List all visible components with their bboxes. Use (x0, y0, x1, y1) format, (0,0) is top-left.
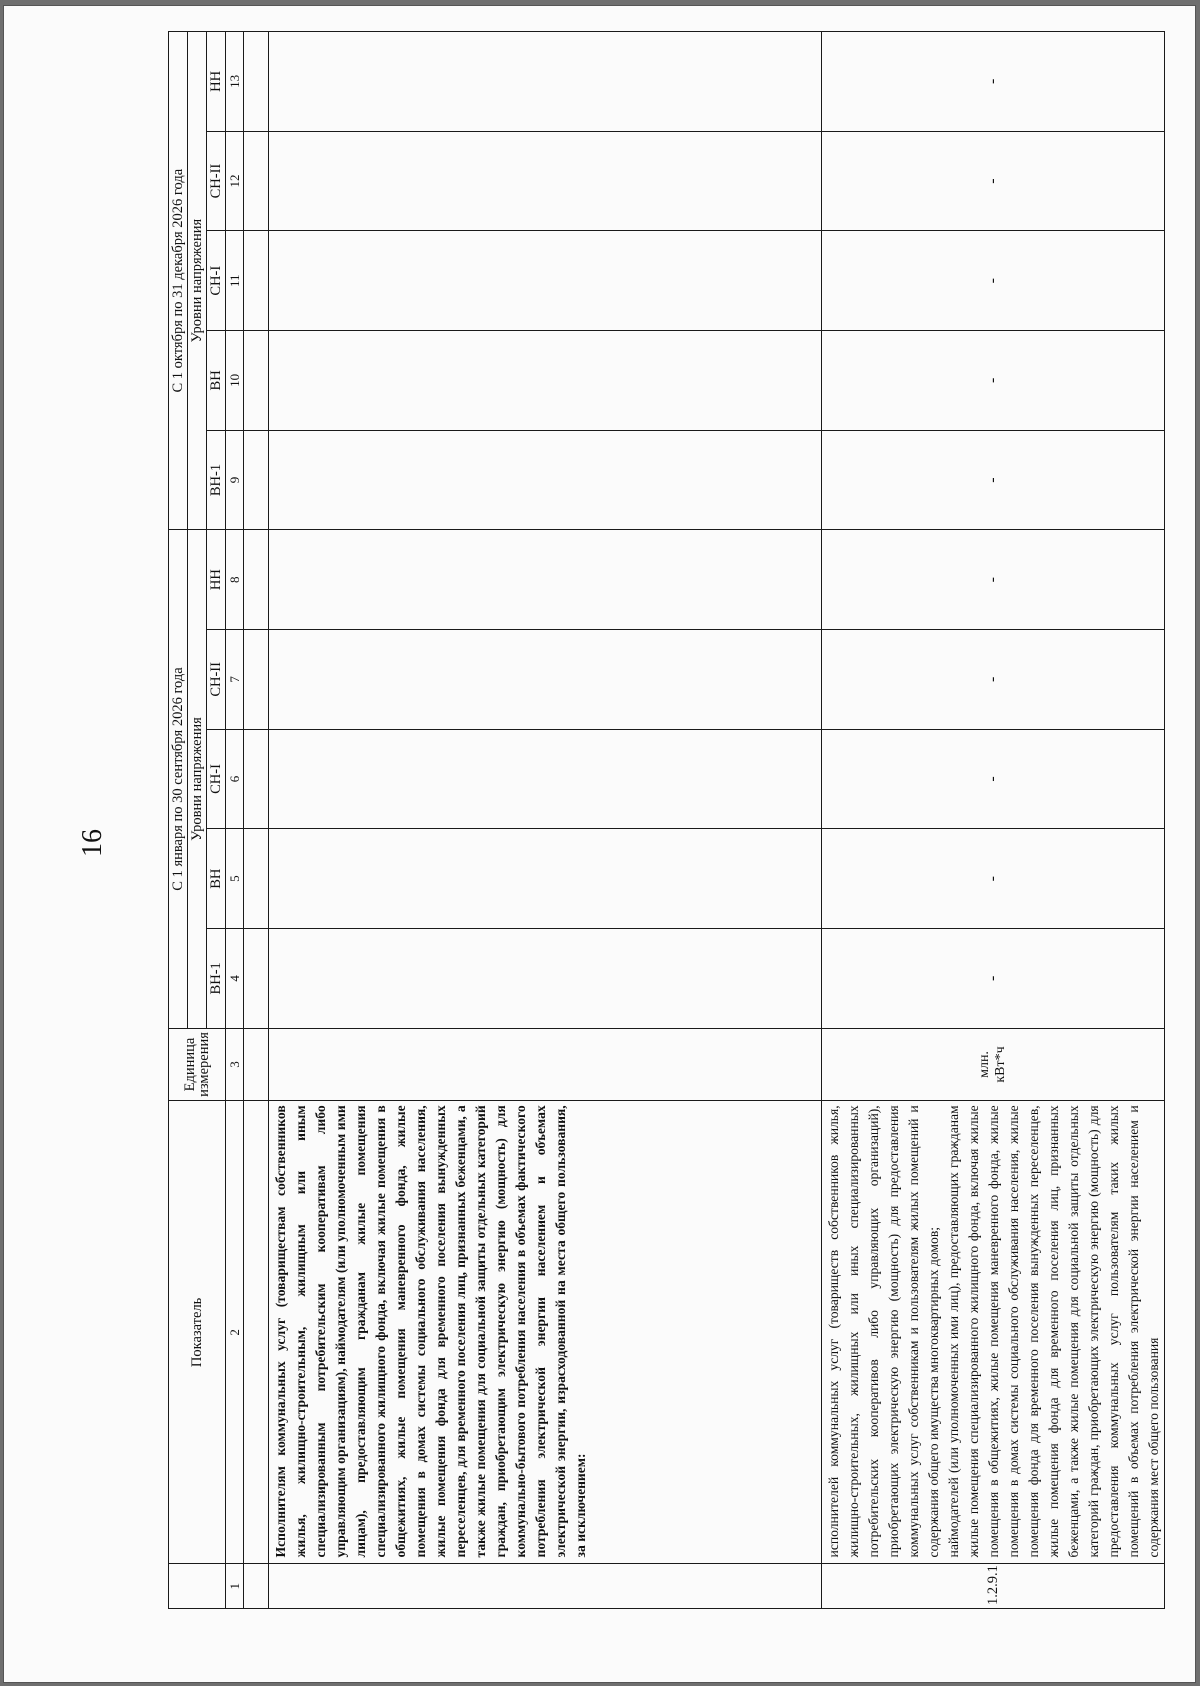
document-page (3, 5, 1196, 1683)
column-numbers-row (226, 32, 244, 1609)
level-sn2: СН-II (207, 131, 226, 231)
level-sn2: СН-II (207, 630, 226, 730)
column-number: 10 (226, 331, 244, 431)
value-cell (269, 829, 822, 929)
value-cell (269, 331, 822, 431)
value-cell (269, 231, 822, 331)
value-cell: - (822, 829, 1165, 929)
level-vn1: ВН-1 (207, 430, 226, 530)
header-period-1: С 1 января по 30 сентября 2026 года (169, 530, 188, 1028)
level-vn1: ВН-1 (207, 928, 226, 1028)
value-cell: - (822, 729, 1165, 829)
value-cell: - (822, 32, 1165, 132)
table-row (822, 32, 1165, 1609)
level-nn: НН (207, 530, 226, 630)
value-cell (269, 530, 822, 630)
value-cell (269, 32, 822, 132)
row-description: Исполнителям коммунальных услуг (товариществам собственников жилья, жилищно-строительным, жилищным или иным специализированным потребительским кооперативам либо управляющим организациям), наймодателям (или уполномоченным ими лицам), предоставляющим гражданам жилые помещения специализированного жилищного фонда, включая жилые помещения в общежитиях, жилые помещения маневренного фонда, жилые помещения в домах системы социального обслуживания населения, жилые помещения фонда для временного поселения вынужденных переселенцев, для временного поселения лиц, признанных беженцами, а также жилые помещения для социальной защиты отдельных категорий граждан, приобретающим электрическую энергию (мощность) для коммунально-бытового потребления населения в объемах фактического потребления электрической энергии населением и объемах электрической энергии, израсходованной на места общего пользования, за исключением: (269, 1101, 822, 1564)
value-cell: - (822, 630, 1165, 730)
value-cell: - (822, 928, 1165, 1028)
value-cell (269, 729, 822, 829)
column-number: 4 (226, 928, 244, 1028)
row-description: исполнителей коммунальных услуг (товариществ собственников жилья, жилищно-строительных, жилищных или иных специализированных потребительских кооперативов либо управляющих организаций), приобретающих электрическую энергию (мощность) для предоставления коммунальных услуг собственникам и пользователям жилых помещений и содержания общего имущества многоквартирных домов; наймодателей (или уполномоченных ими лиц), предоставляющих гражданам жилые помещения специализированного жилищного фонда, включая жилые помещения в общежитиях, жилые помещения маневренного фонда, жилые помещения в домах системы социального обслуживания населения, жилые помещения фонда для временного поселения вынужденных переселенцев, жилые помещения фонда для временного поселения лиц, признанных беженцами, а также жилые помещения для социальной защиты отдельных категорий граждан, приобретающих электрическую энергию (мощность) для предоставления коммунальных услуг пользователям таких жилых помещений в объемах потребления электрической энергии населением и содержания мест общего пользования (822, 1101, 1165, 1564)
level-sn1: СН-I (207, 231, 226, 331)
level-vn: ВН (207, 331, 226, 431)
table-row (269, 32, 822, 1609)
value-cell: - (822, 430, 1165, 530)
column-number: 6 (226, 729, 244, 829)
header-unit: Единица измерения (169, 1028, 226, 1101)
rotated-table-container (168, 31, 1161, 1609)
header-indicator: Показатель (169, 1101, 226, 1564)
value-cell: - (822, 131, 1165, 231)
level-nn: НН (207, 32, 226, 132)
header-row-periods (169, 32, 188, 1609)
column-number: 13 (226, 32, 244, 132)
value-cell: - (822, 231, 1165, 331)
column-number: 11 (226, 231, 244, 331)
value-cell (269, 630, 822, 730)
value-cell (269, 928, 822, 1028)
spacer-row (244, 32, 269, 1609)
row-number (269, 1564, 822, 1609)
column-number: 3 (226, 1028, 244, 1101)
page-number: 16 (77, 829, 108, 857)
column-number: 8 (226, 530, 244, 630)
row-number: 1.2.9.1 (822, 1564, 1165, 1609)
tariff-table (168, 31, 1165, 1609)
level-vn: ВН (207, 829, 226, 929)
value-cell (269, 430, 822, 530)
column-number: 5 (226, 829, 244, 929)
value-cell: - (822, 530, 1165, 630)
header-voltage-levels-2: Уровни напряжения (188, 32, 207, 530)
column-number: 1 (226, 1564, 244, 1609)
level-sn1: СН-I (207, 729, 226, 829)
column-number: 12 (226, 131, 244, 231)
row-unit: млн. кВт*ч (822, 1028, 1165, 1101)
column-number: 2 (226, 1101, 244, 1564)
header-period-2: С 1 октября по 31 декабря 2026 года (169, 32, 188, 530)
column-number: 7 (226, 630, 244, 730)
value-cell: - (822, 331, 1165, 431)
column-number: 9 (226, 430, 244, 530)
header-voltage-levels-1: Уровни напряжения (188, 530, 207, 1028)
value-cell (269, 131, 822, 231)
header-number (169, 1564, 226, 1609)
row-unit (269, 1028, 822, 1101)
